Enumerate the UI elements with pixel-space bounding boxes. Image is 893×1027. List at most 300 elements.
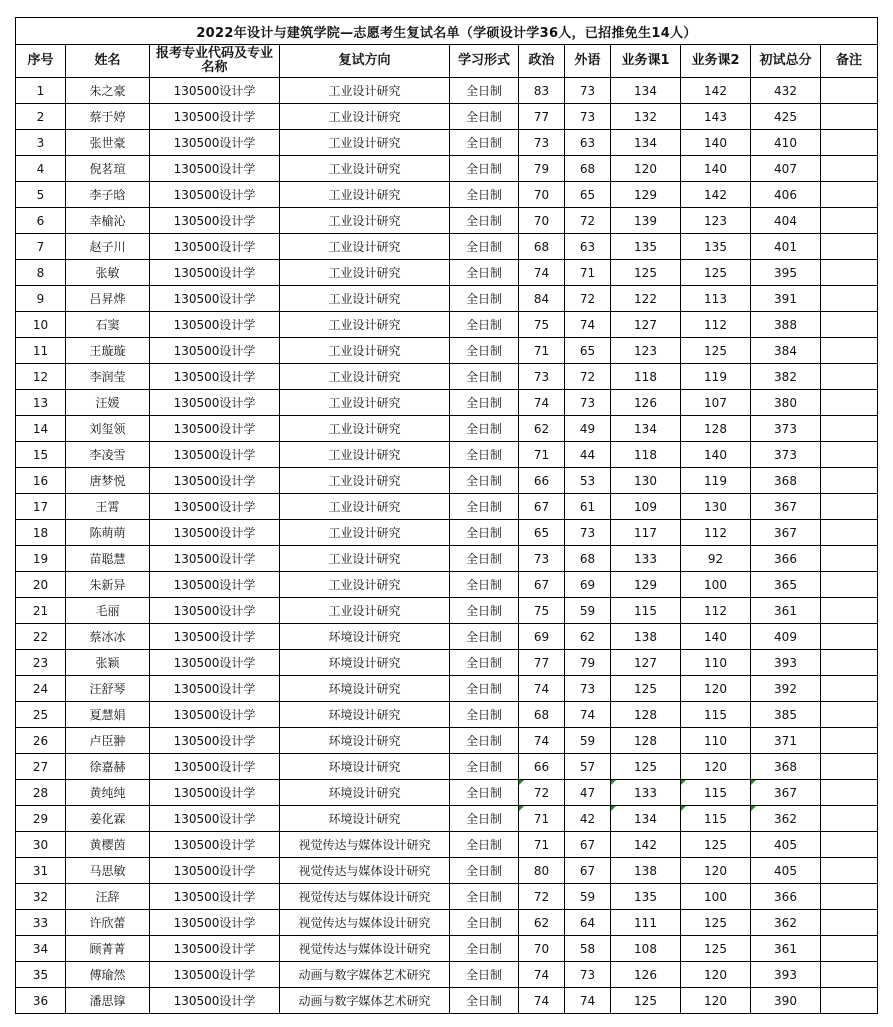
cell-language: 59 [565, 598, 611, 624]
cell-total: 388 [751, 312, 821, 338]
cell-total: 367 [751, 494, 821, 520]
cell-major: 130500设计学 [150, 676, 280, 702]
cell-politics: 74 [519, 390, 565, 416]
cell-study-mode: 全日制 [450, 936, 519, 962]
cell-course2: 140 [681, 624, 751, 650]
cell-course1: 125 [611, 988, 681, 1014]
cell-course1: 135 [611, 234, 681, 260]
table-row [16, 884, 878, 910]
cell-note [821, 130, 878, 156]
cell-note [821, 988, 878, 1014]
cell-note [821, 338, 878, 364]
cell-study-mode: 全日制 [450, 78, 519, 104]
cell-number: 28 [16, 780, 66, 806]
cell-course1: 139 [611, 208, 681, 234]
cell-direction: 工业设计研究 [280, 234, 450, 260]
cell-note [821, 910, 878, 936]
cell-course2: 107 [681, 390, 751, 416]
table-row [16, 702, 878, 728]
cell-course1: 133 [611, 780, 681, 806]
table-row [16, 962, 878, 988]
cell-politics: 67 [519, 494, 565, 520]
cell-name: 徐嘉赫 [66, 754, 150, 780]
cell-major: 130500设计学 [150, 182, 280, 208]
cell-direction: 环境设计研究 [280, 676, 450, 702]
cell-course2: 142 [681, 78, 751, 104]
cell-name: 马思敏 [66, 858, 150, 884]
cell-course1: 138 [611, 624, 681, 650]
cell-total: 382 [751, 364, 821, 390]
cell-note [821, 286, 878, 312]
cell-course2: 92 [681, 546, 751, 572]
cell-number: 3 [16, 130, 66, 156]
cell-name: 吕昇烨 [66, 286, 150, 312]
cell-course1: 129 [611, 572, 681, 598]
table-row [16, 104, 878, 130]
table-row [16, 208, 878, 234]
cell-study-mode: 全日制 [450, 624, 519, 650]
cell-language: 58 [565, 936, 611, 962]
cell-direction: 视觉传达与媒体设计研究 [280, 936, 450, 962]
cell-course1: 108 [611, 936, 681, 962]
cell-course2: 115 [681, 806, 751, 832]
cell-direction: 工业设计研究 [280, 156, 450, 182]
cell-course1: 133 [611, 546, 681, 572]
cell-study-mode: 全日制 [450, 520, 519, 546]
cell-number: 8 [16, 260, 66, 286]
cell-number: 11 [16, 338, 66, 364]
cell-number: 27 [16, 754, 66, 780]
cell-course2: 125 [681, 936, 751, 962]
cell-number: 10 [16, 312, 66, 338]
cell-major: 130500设计学 [150, 442, 280, 468]
cell-course2: 115 [681, 702, 751, 728]
cell-name: 陈萌萌 [66, 520, 150, 546]
cell-course1: 134 [611, 416, 681, 442]
cell-major: 130500设计学 [150, 936, 280, 962]
cell-direction: 工业设计研究 [280, 78, 450, 104]
cell-major: 130500设计学 [150, 624, 280, 650]
cell-direction: 视觉传达与媒体设计研究 [280, 832, 450, 858]
cell-number: 12 [16, 364, 66, 390]
cell-number: 20 [16, 572, 66, 598]
cell-language: 65 [565, 182, 611, 208]
cell-number: 19 [16, 546, 66, 572]
cell-number: 31 [16, 858, 66, 884]
cell-direction: 环境设计研究 [280, 728, 450, 754]
cell-politics: 71 [519, 442, 565, 468]
cell-study-mode: 全日制 [450, 858, 519, 884]
cell-politics: 70 [519, 182, 565, 208]
cell-language: 73 [565, 520, 611, 546]
cell-language: 49 [565, 416, 611, 442]
cell-major: 130500设计学 [150, 962, 280, 988]
cell-name: 夏慧娟 [66, 702, 150, 728]
cell-politics: 79 [519, 156, 565, 182]
cell-major: 130500设计学 [150, 208, 280, 234]
cell-note [821, 806, 878, 832]
cell-course2: 123 [681, 208, 751, 234]
cell-major: 130500设计学 [150, 702, 280, 728]
cell-note [821, 156, 878, 182]
table-title: 2022年设计与建筑学院—志愿考生复试名单（学硕设计学36人，已招推免生14人） [16, 18, 878, 45]
cell-politics: 74 [519, 962, 565, 988]
cell-name: 汪媛 [66, 390, 150, 416]
cell-major: 130500设计学 [150, 156, 280, 182]
cell-number: 15 [16, 442, 66, 468]
cell-name: 朱之豪 [66, 78, 150, 104]
cell-major: 130500设计学 [150, 910, 280, 936]
cell-course2: 120 [681, 754, 751, 780]
cell-study-mode: 全日制 [450, 676, 519, 702]
cell-name: 汪舒琴 [66, 676, 150, 702]
cell-language: 61 [565, 494, 611, 520]
cell-total: 380 [751, 390, 821, 416]
cell-course1: 126 [611, 962, 681, 988]
header-major: 报考专业代码及专业名称 [150, 45, 280, 78]
cell-number: 2 [16, 104, 66, 130]
cell-course1: 134 [611, 78, 681, 104]
cell-politics: 77 [519, 104, 565, 130]
cell-direction: 工业设计研究 [280, 130, 450, 156]
cell-politics: 62 [519, 416, 565, 442]
cell-study-mode: 全日制 [450, 182, 519, 208]
cell-language: 68 [565, 546, 611, 572]
cell-language: 53 [565, 468, 611, 494]
cell-direction: 工业设计研究 [280, 520, 450, 546]
table-row [16, 988, 878, 1014]
cell-name: 石窦 [66, 312, 150, 338]
cell-major: 130500设计学 [150, 728, 280, 754]
cell-course2: 140 [681, 442, 751, 468]
cell-number: 1 [16, 78, 66, 104]
cell-course2: 119 [681, 364, 751, 390]
cell-study-mode: 全日制 [450, 546, 519, 572]
cell-total: 361 [751, 598, 821, 624]
cell-note [821, 858, 878, 884]
cell-total: 401 [751, 234, 821, 260]
cell-major: 130500设计学 [150, 260, 280, 286]
cell-course1: 130 [611, 468, 681, 494]
cell-politics: 74 [519, 988, 565, 1014]
table-row [16, 858, 878, 884]
cell-name: 汪辞 [66, 884, 150, 910]
cell-study-mode: 全日制 [450, 754, 519, 780]
cell-total: 371 [751, 728, 821, 754]
cell-language: 79 [565, 650, 611, 676]
cell-total: 362 [751, 806, 821, 832]
cell-major: 130500设计学 [150, 598, 280, 624]
table-row [16, 416, 878, 442]
cell-study-mode: 全日制 [450, 598, 519, 624]
cell-note [821, 598, 878, 624]
cell-course1: 134 [611, 806, 681, 832]
cell-course2: 112 [681, 312, 751, 338]
cell-course1: 125 [611, 754, 681, 780]
cell-course2: 119 [681, 468, 751, 494]
cell-name: 倪茗瑄 [66, 156, 150, 182]
cell-language: 74 [565, 702, 611, 728]
cell-total: 367 [751, 520, 821, 546]
cell-major: 130500设计学 [150, 286, 280, 312]
cell-number: 24 [16, 676, 66, 702]
cell-total: 366 [751, 546, 821, 572]
cell-total: 393 [751, 650, 821, 676]
cell-number: 36 [16, 988, 66, 1014]
cell-course1: 127 [611, 312, 681, 338]
cell-total: 410 [751, 130, 821, 156]
cell-study-mode: 全日制 [450, 442, 519, 468]
cell-number: 14 [16, 416, 66, 442]
cell-name: 张颖 [66, 650, 150, 676]
cell-language: 59 [565, 884, 611, 910]
cell-total: 384 [751, 338, 821, 364]
table-row [16, 442, 878, 468]
cell-major: 130500设计学 [150, 364, 280, 390]
cell-course2: 143 [681, 104, 751, 130]
cell-politics: 70 [519, 936, 565, 962]
cell-direction: 工业设计研究 [280, 442, 450, 468]
cell-study-mode: 全日制 [450, 806, 519, 832]
cell-name: 顾菁菁 [66, 936, 150, 962]
cell-direction: 环境设计研究 [280, 702, 450, 728]
cell-course2: 125 [681, 338, 751, 364]
table-row [16, 650, 878, 676]
cell-number: 34 [16, 936, 66, 962]
cell-politics: 72 [519, 884, 565, 910]
table-row [16, 494, 878, 520]
cell-note [821, 884, 878, 910]
cell-course2: 130 [681, 494, 751, 520]
cell-total: 406 [751, 182, 821, 208]
table-row [16, 728, 878, 754]
cell-politics: 74 [519, 728, 565, 754]
cell-note [821, 676, 878, 702]
cell-total: 432 [751, 78, 821, 104]
cell-course1: 118 [611, 442, 681, 468]
cell-study-mode: 全日制 [450, 390, 519, 416]
cell-major: 130500设计学 [150, 988, 280, 1014]
cell-language: 73 [565, 78, 611, 104]
cell-note [821, 390, 878, 416]
cell-name: 卢臣翀 [66, 728, 150, 754]
cell-direction: 环境设计研究 [280, 624, 450, 650]
cell-language: 47 [565, 780, 611, 806]
cell-study-mode: 全日制 [450, 468, 519, 494]
cell-name: 蔡冰冰 [66, 624, 150, 650]
cell-language: 72 [565, 286, 611, 312]
cell-politics: 80 [519, 858, 565, 884]
cell-number: 18 [16, 520, 66, 546]
table-row [16, 286, 878, 312]
cell-language: 63 [565, 130, 611, 156]
cell-number: 7 [16, 234, 66, 260]
table-row [16, 156, 878, 182]
cell-total: 404 [751, 208, 821, 234]
cell-direction: 动画与数字媒体艺术研究 [280, 988, 450, 1014]
cell-direction: 工业设计研究 [280, 338, 450, 364]
cell-total: 368 [751, 468, 821, 494]
table-row [16, 806, 878, 832]
cell-name: 黄纯纯 [66, 780, 150, 806]
cell-study-mode: 全日制 [450, 702, 519, 728]
cell-major: 130500设计学 [150, 468, 280, 494]
cell-note [821, 260, 878, 286]
cell-course1: 128 [611, 728, 681, 754]
table-row [16, 390, 878, 416]
table-row [16, 260, 878, 286]
cell-direction: 工业设计研究 [280, 104, 450, 130]
cell-major: 130500设计学 [150, 546, 280, 572]
cell-note [821, 572, 878, 598]
cell-study-mode: 全日制 [450, 650, 519, 676]
cell-course1: 115 [611, 598, 681, 624]
cell-course2: 125 [681, 260, 751, 286]
cell-language: 67 [565, 832, 611, 858]
cell-note [821, 936, 878, 962]
cell-name: 赵子川 [66, 234, 150, 260]
cell-major: 130500设计学 [150, 312, 280, 338]
cell-number: 16 [16, 468, 66, 494]
table-row [16, 338, 878, 364]
cell-number: 23 [16, 650, 66, 676]
cell-politics: 74 [519, 676, 565, 702]
cell-course1: 132 [611, 104, 681, 130]
header-note: 备注 [821, 45, 878, 78]
cell-study-mode: 全日制 [450, 234, 519, 260]
cell-number: 21 [16, 598, 66, 624]
table-row [16, 364, 878, 390]
cell-language: 73 [565, 962, 611, 988]
cell-course1: 111 [611, 910, 681, 936]
table-body [16, 78, 878, 1014]
header-row [16, 45, 878, 78]
header-name: 姓名 [66, 45, 150, 78]
cell-total: 407 [751, 156, 821, 182]
cell-total: 361 [751, 936, 821, 962]
cell-major: 130500设计学 [150, 858, 280, 884]
cell-major: 130500设计学 [150, 650, 280, 676]
cell-politics: 72 [519, 780, 565, 806]
cell-study-mode: 全日制 [450, 312, 519, 338]
cell-study-mode: 全日制 [450, 208, 519, 234]
cell-note [821, 364, 878, 390]
cell-total: 373 [751, 416, 821, 442]
cell-name: 姜化霖 [66, 806, 150, 832]
table-row [16, 78, 878, 104]
cell-name: 潘思镎 [66, 988, 150, 1014]
cell-politics: 71 [519, 806, 565, 832]
cell-course1: 129 [611, 182, 681, 208]
cell-major: 130500设计学 [150, 832, 280, 858]
cell-major: 130500设计学 [150, 884, 280, 910]
cell-name: 刘玺领 [66, 416, 150, 442]
cell-study-mode: 全日制 [450, 572, 519, 598]
cell-note [821, 416, 878, 442]
cell-note [821, 182, 878, 208]
header-study-mode: 学习形式 [450, 45, 519, 78]
cell-note [821, 442, 878, 468]
cell-course1: 138 [611, 858, 681, 884]
cell-study-mode: 全日制 [450, 832, 519, 858]
cell-course1: 126 [611, 390, 681, 416]
cell-politics: 73 [519, 130, 565, 156]
cell-direction: 环境设计研究 [280, 650, 450, 676]
cell-direction: 工业设计研究 [280, 546, 450, 572]
cell-study-mode: 全日制 [450, 338, 519, 364]
cell-politics: 68 [519, 234, 565, 260]
cell-name: 黄樱茵 [66, 832, 150, 858]
cell-study-mode: 全日制 [450, 104, 519, 130]
cell-study-mode: 全日制 [450, 988, 519, 1014]
cell-course2: 110 [681, 728, 751, 754]
table-row [16, 234, 878, 260]
cell-course2: 142 [681, 182, 751, 208]
cell-name: 王霄 [66, 494, 150, 520]
cell-politics: 77 [519, 650, 565, 676]
cell-direction: 工业设计研究 [280, 494, 450, 520]
table-row [16, 624, 878, 650]
cell-major: 130500设计学 [150, 520, 280, 546]
table-row [16, 676, 878, 702]
cell-note [821, 104, 878, 130]
cell-number: 26 [16, 728, 66, 754]
cell-name: 张敏 [66, 260, 150, 286]
table-row [16, 910, 878, 936]
cell-study-mode: 全日制 [450, 130, 519, 156]
cell-study-mode: 全日制 [450, 494, 519, 520]
cell-direction: 工业设计研究 [280, 260, 450, 286]
cell-name: 蔡于婷 [66, 104, 150, 130]
cell-study-mode: 全日制 [450, 416, 519, 442]
cell-total: 390 [751, 988, 821, 1014]
cell-direction: 工业设计研究 [280, 286, 450, 312]
table-row [16, 754, 878, 780]
table-row [16, 312, 878, 338]
cell-total: 392 [751, 676, 821, 702]
cell-study-mode: 全日制 [450, 910, 519, 936]
cell-name: 李凌雪 [66, 442, 150, 468]
cell-number: 35 [16, 962, 66, 988]
cell-major: 130500设计学 [150, 416, 280, 442]
cell-course1: 122 [611, 286, 681, 312]
table-row [16, 468, 878, 494]
cell-course1: 135 [611, 884, 681, 910]
cell-course2: 112 [681, 520, 751, 546]
cell-direction: 环境设计研究 [280, 754, 450, 780]
cell-major: 130500设计学 [150, 806, 280, 832]
cell-politics: 75 [519, 312, 565, 338]
cell-study-mode: 全日制 [450, 962, 519, 988]
cell-course1: 117 [611, 520, 681, 546]
cell-politics: 62 [519, 910, 565, 936]
cell-language: 62 [565, 624, 611, 650]
cell-language: 71 [565, 260, 611, 286]
cell-politics: 74 [519, 260, 565, 286]
cell-number: 33 [16, 910, 66, 936]
cell-course2: 113 [681, 286, 751, 312]
cell-course2: 115 [681, 780, 751, 806]
cell-number: 32 [16, 884, 66, 910]
cell-direction: 工业设计研究 [280, 468, 450, 494]
cell-note [821, 78, 878, 104]
cell-total: 405 [751, 858, 821, 884]
admission-list-table [15, 17, 878, 1014]
cell-course2: 125 [681, 832, 751, 858]
cell-course1: 123 [611, 338, 681, 364]
cell-note [821, 962, 878, 988]
cell-name: 毛丽 [66, 598, 150, 624]
